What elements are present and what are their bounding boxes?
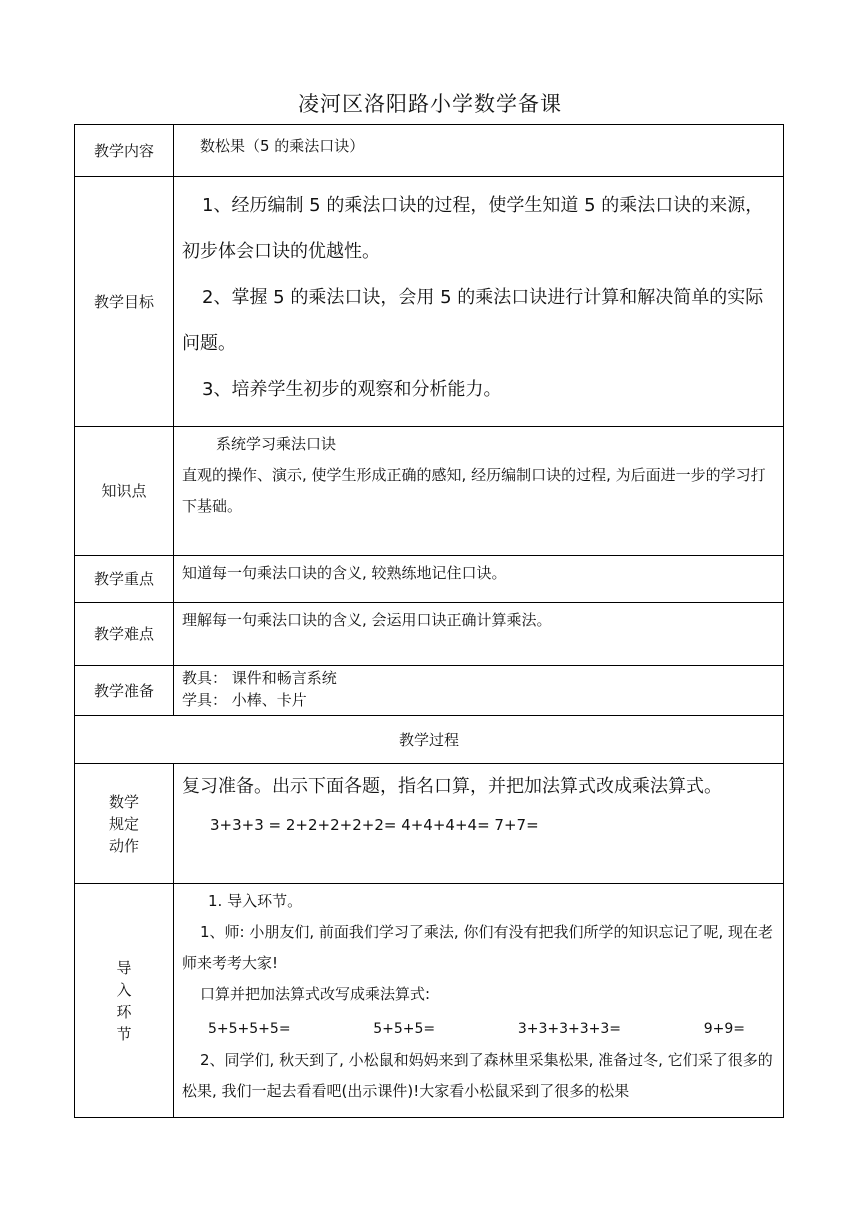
label-action <box>75 764 174 884</box>
row-knowledge <box>75 427 784 556</box>
difficulty-text: 理解每一句乘法口诀的含义, 会运用口诀正确计算乘法。 <box>182 611 552 629</box>
goals-list <box>174 177 783 423</box>
goal-item: 2、掌握 5 的乘法口诀，会用 5 的乘法口诀进行计算和解决简单的实际问题。 <box>182 287 764 354</box>
knowledge-heading: 系统学习乘法口诀 <box>216 435 337 453</box>
goal-item: 3、培养学生初步的观察和分析能力。 <box>202 379 502 400</box>
process-heading: 教学过程 <box>75 716 784 764</box>
intro-paragraph: 口算并把加法算式改写成乘法算式: <box>200 985 431 1003</box>
cell-knowledge <box>174 427 784 556</box>
row-action <box>75 764 784 884</box>
row-key <box>75 556 784 603</box>
knowledge-text: 直观的操作、演示, 使学生形成正确的感知, 经历编制口诀的过程, 为后面进一步的学习打下基础。 <box>182 466 766 515</box>
row-difficulty <box>75 603 784 666</box>
cell-key <box>174 556 784 603</box>
row-goals <box>75 177 784 427</box>
prep-student-tools: 学具： 小棒、卡片 <box>182 691 307 709</box>
row-content <box>75 125 784 177</box>
calc-row <box>182 1010 775 1045</box>
lesson-plan-table <box>74 124 784 1118</box>
label-line: 数学 <box>108 792 139 811</box>
knowledge-body <box>174 427 783 526</box>
label-prep: 教学准备 <box>75 666 174 716</box>
label-line: 节 <box>116 1024 132 1043</box>
cell-intro <box>174 884 784 1118</box>
content-text: 数松果（5 的乘法口诀） <box>200 137 365 155</box>
cell-goals <box>174 177 784 427</box>
label-goals: 教学目标 <box>75 177 174 427</box>
label-intro <box>75 884 174 1118</box>
label-knowledge: 知识点 <box>75 427 174 556</box>
cell-difficulty <box>174 603 784 666</box>
row-prep <box>75 666 784 716</box>
label-difficulty: 教学难点 <box>75 603 174 666</box>
cell-action <box>174 764 784 884</box>
intro-heading: 1. 导入环节。 <box>208 892 303 910</box>
intro-body <box>174 884 783 1111</box>
calc-item: 5+5+5+5= <box>208 1021 291 1037</box>
intro-paragraph: 1、师: 小朋友们, 前面我们学习了乘法, 你们有没有把我们所学的知识忘记了呢, 现在老师来考考大家! <box>182 923 773 972</box>
label-line: 导 <box>116 958 132 977</box>
calc-item: 9+9= <box>703 1021 745 1037</box>
label-line: 规定 <box>108 814 139 833</box>
label-key: 教学重点 <box>75 556 174 603</box>
calc-item: 3+3+3+3+3= <box>517 1021 622 1037</box>
cell-prep <box>174 666 784 716</box>
key-text: 知道每一句乘法口诀的含义, 较熟练地记住口诀。 <box>182 564 507 582</box>
intro-paragraph: 2、同学们, 秋天到了, 小松鼠和妈妈来到了森林里采集松果, 准备过冬, 它们采了很多的松果, 我们一起去看看吧(出示课件)!大家看小松鼠采到了很多的松果 <box>182 1051 773 1100</box>
label-line: 入 <box>116 980 132 999</box>
label-line: 动作 <box>108 836 139 855</box>
calc-item: 5+5+5= <box>373 1021 436 1037</box>
goal-item: 1、经历编制 5 的乘法口诀的过程，使学生知道 5 的乘法口诀的来源，初步体会口诀的优越性。 <box>182 195 764 262</box>
label-line: 环 <box>116 1002 132 1021</box>
prep-body <box>174 666 783 715</box>
action-formula: 3+3+3 = 2+2+2+2+2= 4+4+4+4= 7+7= <box>210 816 539 834</box>
label-content: 教学内容 <box>75 125 174 177</box>
cell-content <box>174 125 784 177</box>
prep-teacher-tools: 教具： 课件和畅言系统 <box>182 669 337 687</box>
page-title: 凌河区洛阳路小学数学备课 <box>298 92 562 116</box>
action-text: 复习准备。出示下面各题，指名口算，并把加法算式改成乘法算式。 <box>182 776 722 797</box>
row-intro <box>75 884 784 1118</box>
row-process <box>75 716 784 764</box>
